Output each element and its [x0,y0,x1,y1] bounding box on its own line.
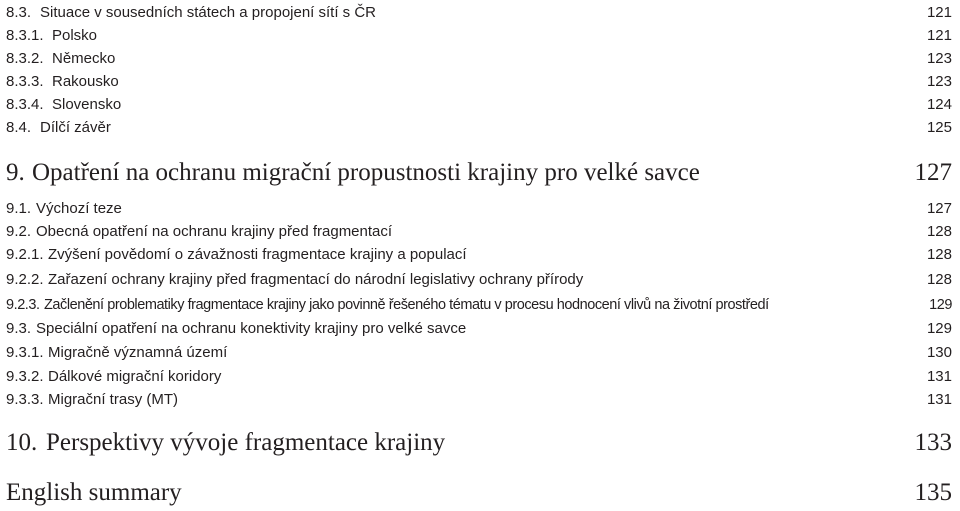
toc-entry-title: Německo [52,50,116,67]
toc-entry-9-2-1[interactable] [6,244,952,266]
toc-entry-page: 124 [926,96,952,113]
toc-chapter-page: 135 [914,479,952,506]
toc-entry-number: 8.3.3. [6,73,44,90]
toc-entry-number: 9.2.3. [6,297,40,313]
toc-entry-9-1[interactable] [6,198,952,220]
toc-entry-8-4[interactable] [6,117,952,139]
toc-entry-page: 125 [926,119,952,136]
toc-entry-number: 9.1. [6,200,32,217]
toc-entry-9-3[interactable] [6,318,952,340]
toc-entry-page: 121 [926,27,952,44]
toc-entry-title: Zvýšení povědomí o závažnosti fragmentace krajiny a populací [48,246,467,263]
toc-entry-title: Obecná opatření na ochranu krajiny před fragmentací [36,223,393,240]
toc-entry-page: 128 [926,223,952,240]
toc-chapter-number: 9. [6,159,25,186]
toc-entry-page: 121 [926,4,952,21]
toc-entry-title: Dílčí závěr [40,119,111,136]
toc-chapter-number: 10. [6,429,38,456]
toc-entry-page: 130 [926,344,952,361]
toc-entry-8-3-4[interactable] [6,94,952,116]
toc-entry-number: 8.3. [6,4,32,21]
toc-entry-title: Migračně významná území [48,344,228,361]
toc-chapter-10[interactable] [6,425,952,461]
toc-entry-8-3[interactable] [6,2,952,24]
toc-entry-title: Výchozí teze [36,200,122,217]
toc-entry-title: Slovensko [52,96,122,113]
toc-entry-9-3-1[interactable] [6,342,952,364]
toc-entry-page: 128 [926,246,952,263]
toc-entry-title: Situace v sousedních státech a propojení sítí s ČR [40,4,377,21]
toc-entry-number: 8.3.1. [6,27,44,44]
toc-entry-title: Speciální opatření na ochranu konektivity krajiny pro velké savce [36,320,467,337]
toc-entry-9-2[interactable] [6,221,952,243]
toc-chapter-title: Perspektivy vývoje fragmentace krajiny [46,429,446,456]
toc-entry-number: 9.3.2. [6,368,44,385]
toc-entry-8-3-3[interactable] [6,71,952,93]
toc-entry-page: 129 [929,297,952,313]
toc-entry-page: 131 [926,391,952,408]
toc-chapter-title: Opatření na ochranu migrační propustnosti krajiny pro velké savce [32,159,700,186]
toc-entry-number: 9.3.3. [6,391,44,408]
toc-entry-title: Začlenění problematiky fragmentace krajiny jako povinně řešeného tématu v procesu hodnocení vlivů na životní prostředí [44,297,769,313]
toc-entry-9-3-3[interactable] [6,389,952,411]
toc-entry-title: Dálkové migrační koridory [48,368,222,385]
toc-entry-page: 127 [926,200,952,217]
toc-entry-title: Migrační trasy (MT) [48,391,179,408]
toc-entry-title: Zařazení ochrany krajiny před fragmentací do národní legislativy ochrany přírody [48,271,584,288]
toc-entry-number: 9.2. [6,223,32,240]
toc-entry-9-2-3[interactable] [6,294,952,316]
toc-entry-9-2-2[interactable] [6,269,952,291]
toc-entry-page: 131 [926,368,952,385]
toc-entry-page: 123 [926,50,952,67]
toc-entry-number: 8.3.4. [6,96,44,113]
toc-entry-title: Rakousko [52,73,119,90]
toc-entry-number: 8.3.2. [6,50,44,67]
toc-entry-page: 123 [926,73,952,90]
toc-entry-8-3-1[interactable] [6,25,952,47]
toc-chapter-title: English summary [6,479,182,506]
toc-entry-number: 9.3. [6,320,32,337]
toc-entry-title: Polsko [52,27,98,44]
toc-entry-page: 128 [926,271,952,288]
toc-entry-number: 9.2.1. [6,246,44,263]
toc-english-summary[interactable] [6,475,952,511]
toc-entry-page: 129 [926,320,952,337]
toc-chapter-9[interactable] [6,155,952,191]
toc-chapter-page: 133 [914,429,952,456]
toc-entry-number: 9.2.2. [6,271,44,288]
toc-entry-8-3-2[interactable] [6,48,952,70]
toc-chapter-page: 127 [914,159,952,186]
toc-entry-number: 8.4. [6,119,32,136]
toc-entry-9-3-2[interactable] [6,366,952,388]
toc-entry-number: 9.3.1. [6,344,44,361]
